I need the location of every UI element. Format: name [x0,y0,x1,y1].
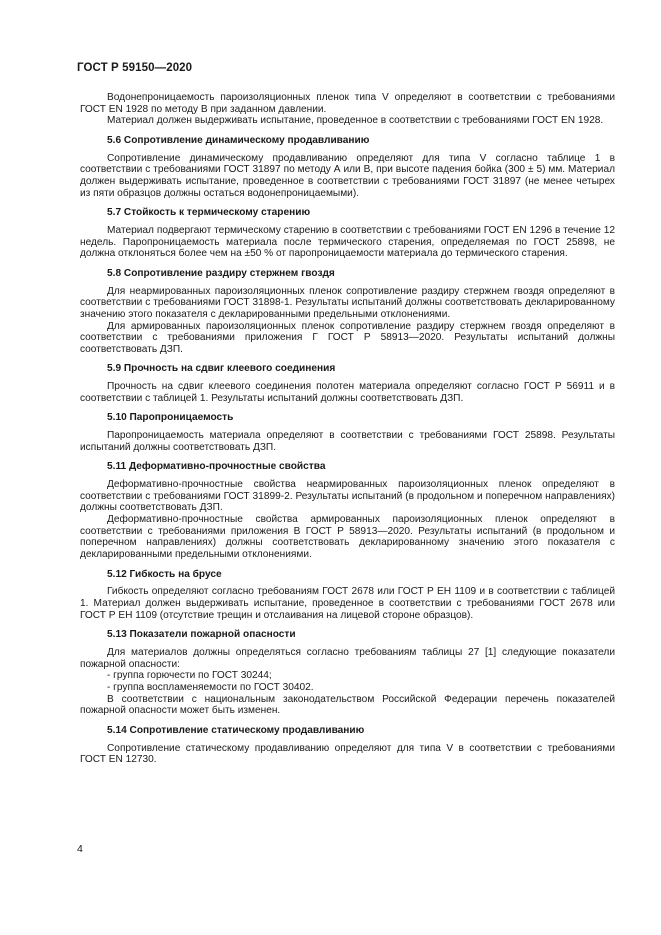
section-heading: 5.14 Сопротивление статическому продавливанию [107,724,365,736]
section-paragraph: Деформативно-прочностные свойства неармированных пароизоляционных пленок определяют в соответствии с требованиями ГОСТ 31899-2. Результаты испытаний (в продольном и поперечном направлениях) должны соответствовать ДЗП. [80,479,615,514]
section-paragraph: Для материалов должны определяться согласно требованиям таблицы 27 [1] следующие показатели пожарной опасности: [80,646,615,670]
document-body [80,92,615,766]
section-paragraph: Гибкость определяют согласно требованиям ГОСТ 2678 или ГОСТ Р ЕН 1109 и в соответствии с таблицей 1. Материал должен выдерживать испытание, проведенное в соответствии с требованиями ГОСТ 2678 или ГОСТ Р ЕН 1109 (отсутствие трещин и отслаивания на лицевой стороне образцов). [80,586,615,621]
intro-paragraph: Водонепроницаемость пароизоляционных пленок типа V определяют в соответствии с требованиями ГОСТ EN 1928 по методу В при заданном давлении. [80,92,615,115]
page-number: 4 [77,843,83,855]
section-heading: 5.13 Показатели пожарной опасности [107,629,296,641]
section-paragraph: Деформативно-прочностные свойства армированных пароизоляционных пленок определяют в соответствии с требованиями приложения В ГОСТ Р 58913—2020. Результаты испытаний (в продольном и поперечном направлениях) должны соответствовать декларированному значению этого показателя с декларированными предельными отклонениями. [80,514,615,560]
section-paragraph: Паропроницаемость материала определяют в соответствии с требованиями ГОСТ 25898. Результаты испытаний должны соответствовать ДЗП. [80,430,615,453]
section-heading: 5.9 Прочность на сдвиг клеевого соединения [107,363,336,375]
section-paragraph: Сопротивление статическому продавливанию определяют для типа V в соответствии с требованиями ГОСТ EN 12730. [80,742,615,766]
section-paragraph: Для неармированных пароизоляционных пленок сопротивление раздиру стержнем гвоздя определяют в соответствии с требованиями ГОСТ 31898-1. Результаты испытаний должны соответствовать декларированному значению этого показателя с декларированными предельными отклонениями. [80,285,615,320]
section-paragraph: Сопротивление динамическому продавливанию определяют для типа V согласно таблице 1 в соответствии с требованиями ГОСТ 31897 по методу А или В, при высоте падения бойка (300 ± 5) мм. Материал должен выдерживать испытание, проведенное в соответствии с требованиями ГОСТ 31897 (не менее четырех из пяти образцов должны остаться водонепроницаемыми). [80,152,615,199]
section-paragraph: Материал подвергают термическому старению в соответствии с требованиями ГОСТ EN 1296 в течение 12 недель. Паропроницаемость материала после термического старения, определяемая по ГОСТ 25898, не должна отклоняться более чем на ±50 % от паропроницаемости материала до термического старения. [80,224,615,260]
section-heading: 5.10 Паропроницаемость [107,412,234,424]
section-heading: 5.7 Стойкость к термическому старению [107,207,311,219]
section-paragraph: В соответствии с национальным законодательством Российской Федерации перечень показателей пожарной опасности может быть изменен. [80,693,615,717]
section-paragraph: Прочность на сдвиг клеевого соединения полотен материала определяют согласно ГОСТ Р 56911 и в соответствии с таблицей 1. Результаты испытаний должны соответствовать ДЗП. [80,381,615,404]
section-heading: 5.12 Гибкость на брусе [107,568,222,580]
list-item: - группа горючести по ГОСТ 30244; [107,670,272,682]
section-heading: 5.11 Деформативно-прочностные свойства [107,461,326,473]
section-paragraph: Для армированных пароизоляционных пленок сопротивление раздиру стержнем гвоздя определяют в соответствии с требованиями приложения Г ГОСТ Р 58913—2020. Результаты испытаний должны соответствовать ДЗП. [80,320,615,355]
list-item: - группа воспламеняемости по ГОСТ 30402. [107,681,314,693]
document-header: ГОСТ Р 59150—2020 [77,62,193,74]
intro-paragraph: Материал должен выдерживать испытание, проведенное в соответствии с требованиями ГОСТ EN 1928. [107,115,604,127]
section-heading: 5.8 Сопротивление раздиру стержнем гвоздя [107,267,335,279]
section-heading: 5.6 Сопротивление динамическому продавливанию [107,134,370,146]
